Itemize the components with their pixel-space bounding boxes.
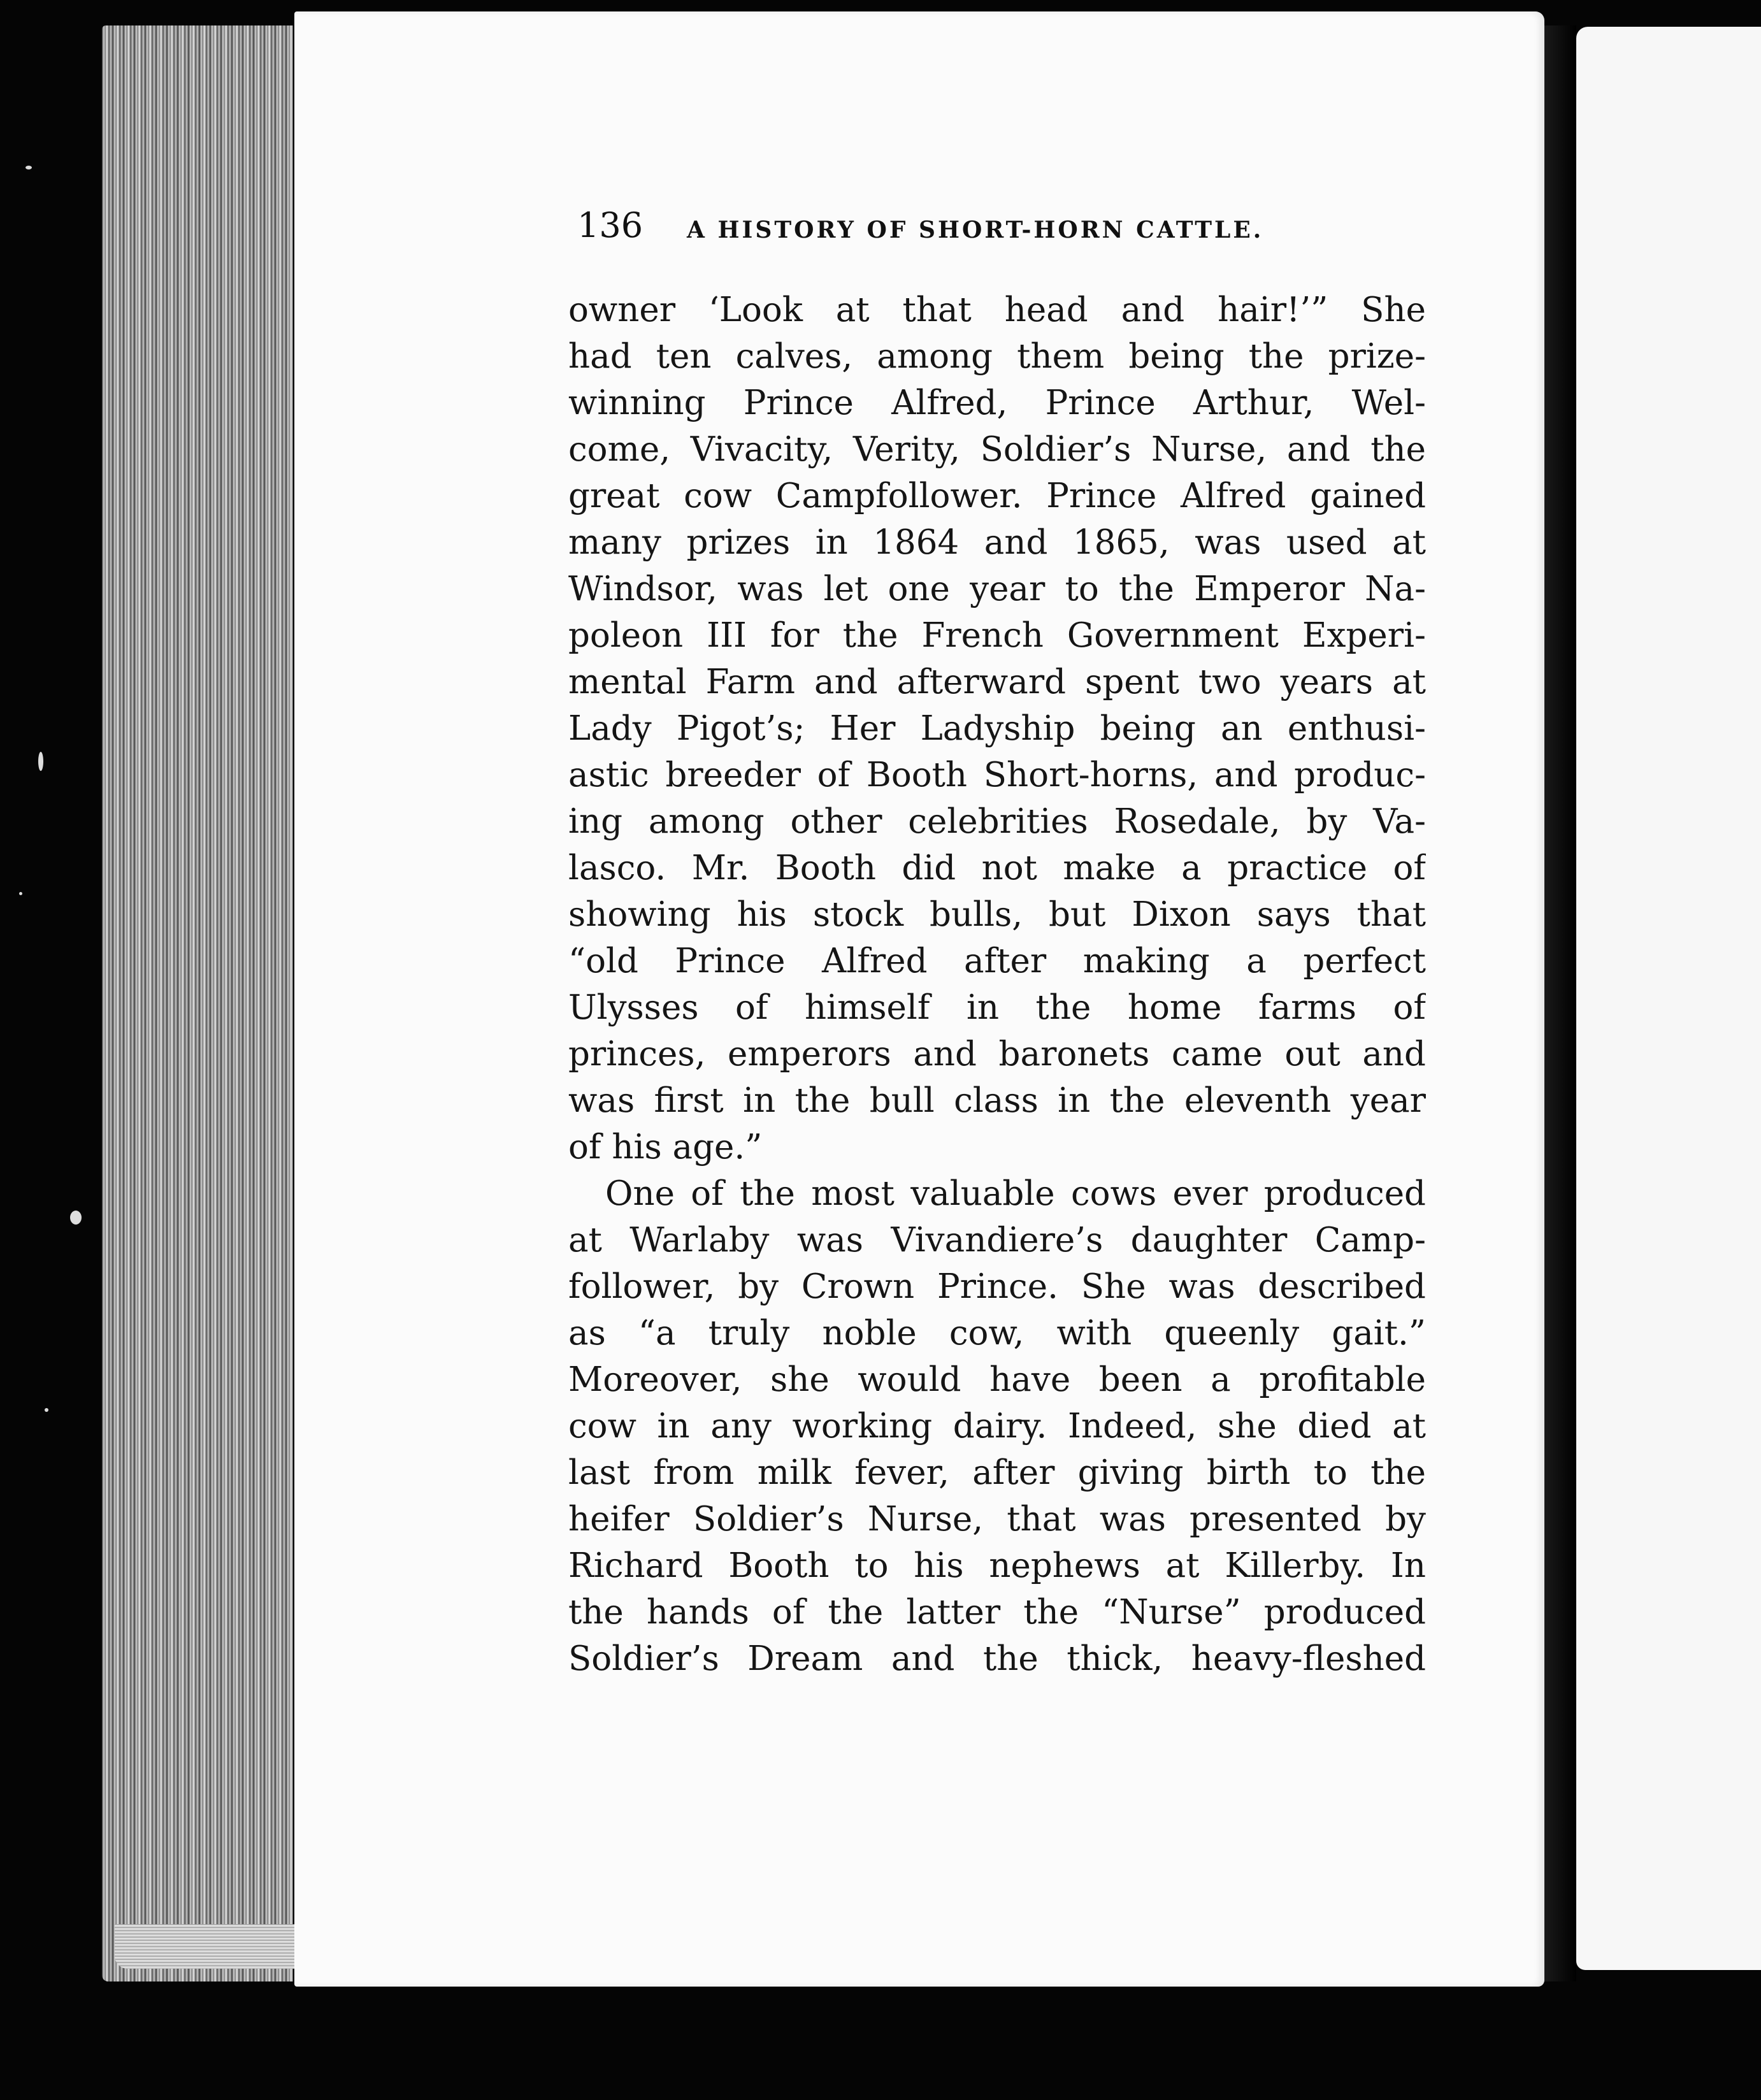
text-line: come, Vivacity, Verity, Soldier’s Nurse, and the xyxy=(568,430,1426,469)
paragraph xyxy=(568,287,1426,1170)
paragraph xyxy=(568,1170,1426,1682)
text-line: poleon III for the French Government Experi- xyxy=(568,616,1426,655)
text-line: ing among other celebrities Rosedale, by Va- xyxy=(568,802,1426,841)
scan-speck xyxy=(25,166,32,169)
text-line: of his age.” xyxy=(568,1128,763,1167)
text-line: showing his stock bulls, but Dixon says that xyxy=(568,895,1426,934)
scan-noise xyxy=(0,0,102,2100)
facing-page-edge xyxy=(1576,27,1761,1970)
text-line: Windsor, was let one year to the Emperor Na- xyxy=(568,570,1426,608)
text-line: “old Prince Alfred after making a perfect xyxy=(568,942,1426,981)
page-edges-bottom xyxy=(115,1924,306,1969)
scan-speck xyxy=(38,752,43,771)
running-head: A HISTORY OF SHORT-HORN CATTLE. xyxy=(687,217,1264,243)
text-line: princes, emperors and baronets came out and xyxy=(568,1035,1426,1074)
page-edges-left xyxy=(102,25,293,1981)
text-line: follower, by Crown Prince. She was described xyxy=(568,1267,1426,1306)
text-line: lasco. Mr. Booth did not make a practice of xyxy=(568,849,1426,888)
scan-speck xyxy=(45,1408,48,1412)
text-line: Soldier’s Dream and the thick, heavy-fleshed xyxy=(568,1639,1426,1678)
text-line: Richard Booth to his nephews at Killerby. In xyxy=(568,1546,1426,1585)
page-number: 136 xyxy=(577,205,643,245)
text-line: as “a truly noble cow, with queenly gait.” xyxy=(568,1314,1426,1353)
text-line: many prizes in 1864 and 1865, was used at xyxy=(568,523,1426,562)
text-line: had ten calves, among them being the prize- xyxy=(568,337,1426,376)
text-line: astic breeder of Booth Short-horns, and produc- xyxy=(568,756,1426,795)
text-line: great cow Campfollower. Prince Alfred gained xyxy=(568,477,1426,515)
text-line: owner ‘Look at that head and hair!’” She xyxy=(568,291,1426,329)
text-line: the hands of the latter the “Nurse” produced xyxy=(568,1593,1426,1632)
text-line: last from milk fever, after giving birth to the xyxy=(568,1453,1426,1492)
text-line: at Warlaby was Vivandiere’s daughter Camp- xyxy=(568,1221,1426,1260)
text-line: One of the most valuable cows ever produced xyxy=(605,1174,1426,1213)
text-line: winning Prince Alfred, Prince Arthur, Wel- xyxy=(568,384,1426,422)
scan-speck xyxy=(70,1211,82,1225)
text-line: Ulysses of himself in the home farms of xyxy=(568,988,1426,1027)
scan-speck xyxy=(19,892,22,895)
text-line: Moreover, she would have been a profitable xyxy=(568,1360,1426,1399)
text-line: mental Farm and afterward spent two years at xyxy=(568,663,1426,701)
text-line: heifer Soldier’s Nurse, that was presented by xyxy=(568,1500,1426,1539)
page-header xyxy=(577,203,1405,254)
text-line: Lady Pigot’s; Her Ladyship being an enthusi- xyxy=(568,709,1426,748)
text-line: was first in the bull class in the eleventh year xyxy=(568,1081,1426,1120)
book-gutter xyxy=(1544,25,1576,1981)
text-line: cow in any working dairy. Indeed, she died at xyxy=(568,1407,1426,1446)
body-text xyxy=(568,287,1426,1682)
